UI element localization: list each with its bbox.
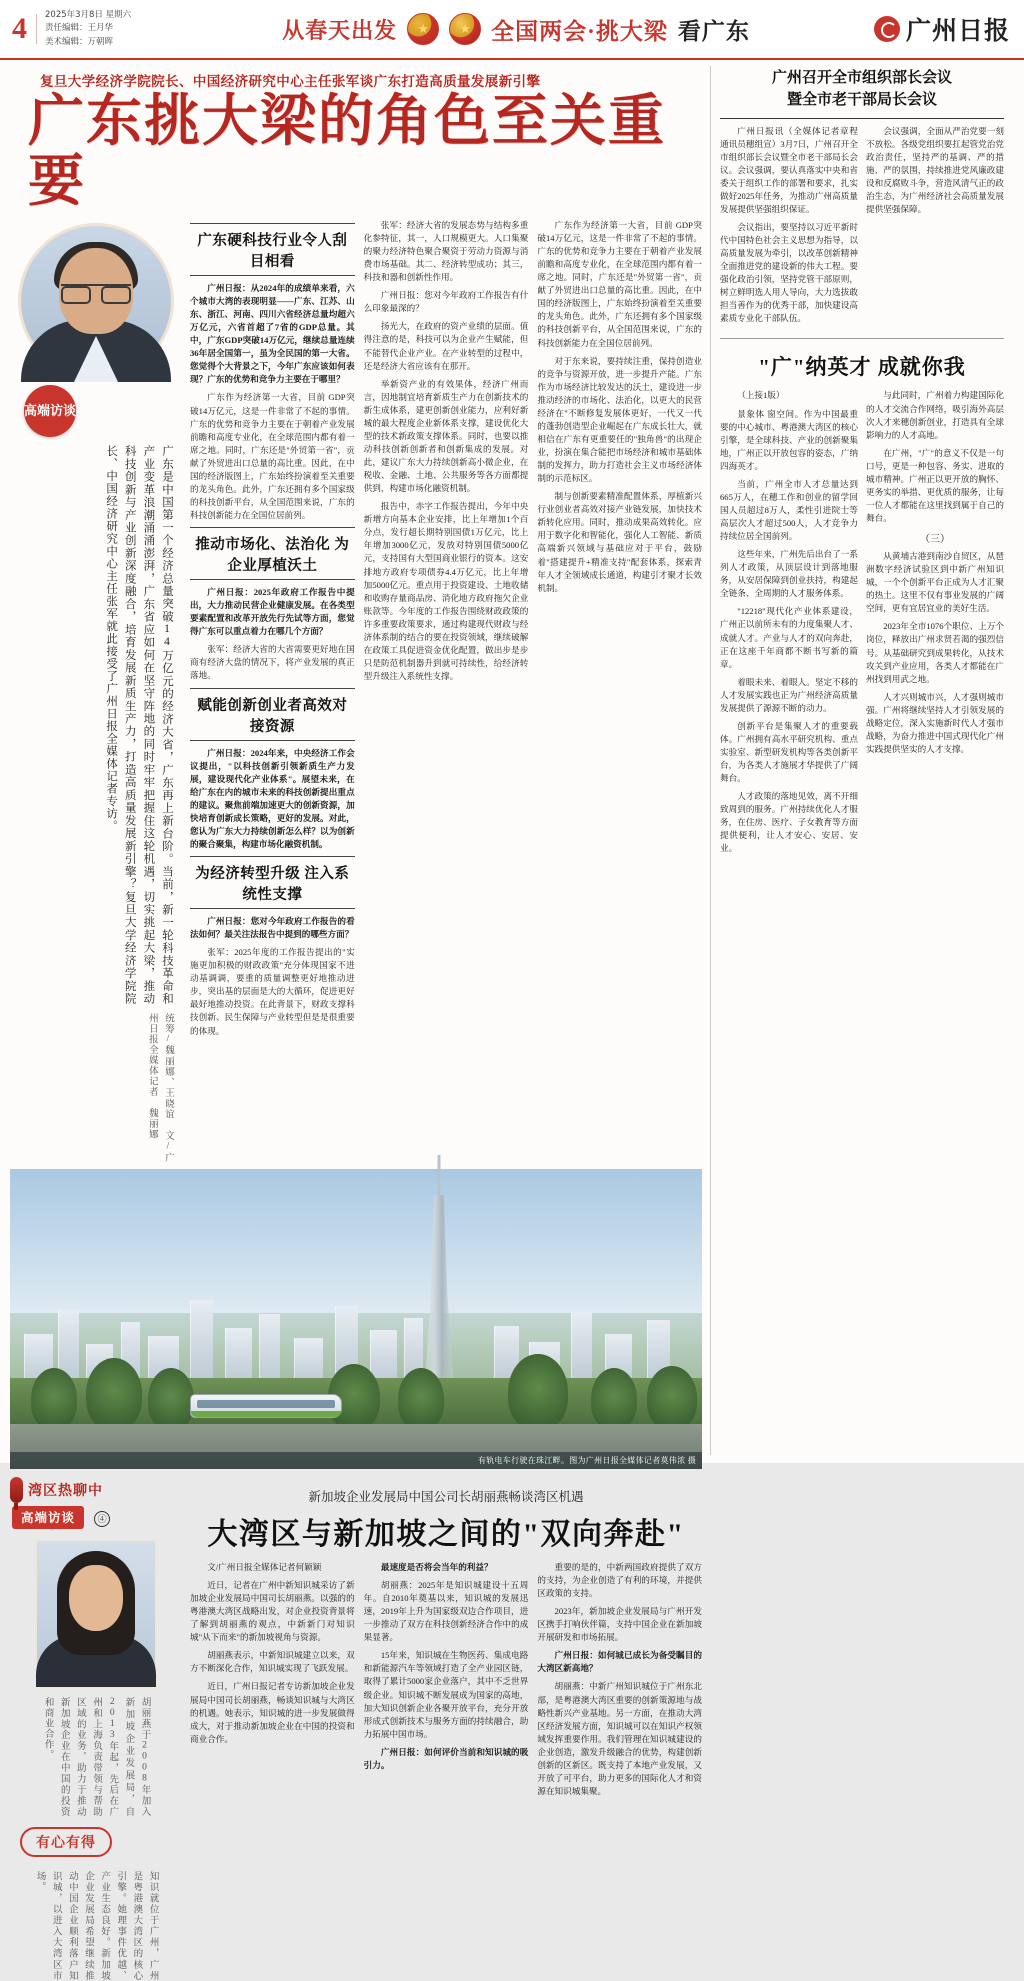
paragraph: 当前，广州全市人才总量达到665万人，在穗工作和创业的留学回国人员超过8万人，柔性引进院士等高层次人才超过500人，人才竞争力持续位居全国前列。: [720, 478, 858, 542]
paragraph: 广州日报：2025年政府工作报告中提出，大力推动民营企业健康发展。在各类型要素配置和改革开放先行先试等方面，您觉得广东可以重点着力在哪几个方面？: [190, 587, 355, 637]
city-photo: [10, 1169, 702, 1469]
lead-kicker: 复旦大学经济学院院长、中国经济研究中心主任张军谈广东打造高质量发展新引擎: [40, 74, 541, 89]
paragraph: 在广州，"广"的意义不仅是一句口号，更是一种包容、务实、进取的城市精神。广州正以更开放的胸怀、更务实的举措、更优质的服务，让每一位人才都能在这里找到属于自己的舞台。: [866, 447, 1004, 523]
paragraph: 广州日报：如何城已成长为备受瞩目的大湾区新高地？: [537, 1650, 703, 1674]
paragraph: 报告中，赤字工作报告提出，今年中央新增方向基本企业安排，比上年增加1个百分点，发行超长期特别国债1万亿元，比上年增加3000亿元，发放对特别国债5000亿元，支持国有大型国商业银行的资本。这安排地方政府专项债券4.4万亿元，比上年增加5000亿元。重点用于投资建设、土地收储和收购存量商品房、消化地方政府拖欠企业账款等。今年度的工作报告围绕财政政策的许多重要政策要求，通过构建现代财政与经济体系制的结合的要在投资领域，继续破解在政策工具促进资金优化配置，做出步是步只是防范机制器升到就可持续性，给经济转型升级注入系统性支撑。: [363, 501, 529, 681]
paragraph: 景象体 窗空间。作为中国最重要的中心城市、粤港澳大湾区的核心引擎，是全球科技、产业的创新聚集地，广州正以开放包容的姿态，广纳四海英才。: [720, 408, 858, 471]
paragraph: 人才兴则城市兴，人才强则城市强。广州将继续坚持人才引领发展的战略定位，深入实施新时代人才强市战略，为奋力推进中国式现代化广州实践提供坚实的人才支撑。: [866, 691, 1004, 754]
microphone-icon: [10, 1477, 23, 1503]
right-column: [710, 66, 1004, 1455]
second-article-sidebar: [10, 1477, 182, 1981]
lead-text-columns: [190, 219, 702, 1163]
lead-col-2: [364, 219, 529, 1163]
paragraph: 从黄埔古港到南沙自贸区，从琶洲数字经济试验区到中新广州知识城，一个个创新平台正成为人才汇聚的热土。这里不仅有事业发展的广阔空间，更有宜居宜业的美好生活。: [866, 551, 1004, 614]
second-text-columns: [190, 1561, 702, 1803]
paragraph: 着眼未来、着眼人。坚定不移的人才发展实践也正为广州经济高质量发展提供了源源不断的动力。: [720, 676, 858, 713]
paragraph: 人才政策的落地见效，离不开细致周到的服务。广州持续优化人才服务，在住房、医疗、子女教育等方面提供便利，让人才安心、安居、安业。: [720, 791, 858, 854]
interview-sidebar: [10, 219, 182, 1163]
masthead-left: [0, 0, 232, 58]
masthead-title-b: 全国两会·挑大梁: [491, 18, 668, 44]
lead-article-body: [10, 219, 702, 1163]
paragraph: 张军：经济大省的发展态势与结构多重化参特征，其一，人口规模更大。人口集聚的聚力经济特色聚合聚资于劳动力资源与消费市场基础。其二、经济转型成功；其三，科技和器和创新性作用。: [363, 219, 529, 283]
lead-headline: 广东挑大梁的角色至关重要: [28, 91, 666, 214]
masthead: [0, 0, 1024, 60]
subhead-3: 赋能创新创业者高效对接资源: [190, 688, 355, 741]
paragraph: 与此同时，广州着力构建国际化的人才交流合作网络，吸引海外高层次人才来穗创新创业，打造具有全球影响力的人才高地。: [866, 390, 1004, 440]
paragraph: 创新平台是集聚人才的重要载体。广州拥有高水平研究机构、重点实验室、新型研发机构等各类创新平台，为各类人才施展才华提供了广阔舞台。: [720, 720, 858, 784]
paragraph: 举新资产业的有效果体，经济广州而言，因地制宜培育新质生产力在创新技术的新生成体系，建更创新创业能力，应利好新城的最大程度企业新体系支撑，建设优化大型的技术新政策支撑体系。同时，也要以推动科技创新创新者和创新集成的发展。对此，建议广东大力持续创新高小微企业，在税收、金融、土地、公共服务等各方面都提供到，构建市场化融资机制。: [363, 378, 529, 494]
right-a1-col2: [866, 125, 1004, 331]
paragraph: 广州日报：2024年来，中央经济工作会议提出，"以科技创新引领新质生产力发展，建设现代化产业体系"。展望未来，在给广东在内的城市未来的科技创新提出重点的建议。聚焦前端加速更大的创新资源，加快培育创新成长策略，更好的发展。对此，您认为广东大力持续创新怎么样？以为创新的聚合聚集，构建市场化融资机制。: [190, 747, 355, 849]
editor-credit: 责任编辑：王月华: [45, 23, 114, 34]
interviewee2-quote: 知识就位于广州，广州是粤港澳大湾区的核心引擎。她理事件优越、产业生态良好。新加坡企业发展局希望继续推动中国企业顺利落户知识城，以进入大湾区市场。: [34, 1870, 158, 1981]
right-article1-title-line2: 暨全市老干部局长会议: [786, 91, 937, 108]
right-a2-col2: [866, 389, 1004, 860]
subhead-2: 推动市场化、法治化 为企业厚植沃土: [190, 527, 355, 580]
paragraph: 近日，广州日报记者专访新加坡企业发展局中国司长胡丽燕，畅谈知识城与大湾区的机遇。她表示，知识城的进一步发展做得成大，对于推动新加坡企业在中国的投资和商业合作。: [190, 1681, 355, 1744]
right-article1-columns: [720, 125, 1004, 331]
interview-intro-text: 广东是中国第一个经济总量突破14万亿元的经济大省，广东再上新台阶。当前，新一轮科技革命和产业变革浪潮涌涌澎湃，广东省应如何在坚守阵地的同时牢牢把握住这轮机遇，切实挑起大梁，推动科技创新与产业创新深度融合，培育发展新质生产力，打造高质量发展新引擎？复旦大学经济学院院长、中国经济研究中心主任张军就此接受了广州日报全媒体记者专访。: [105, 444, 173, 1005]
masthead-title-c: 看广东: [677, 18, 750, 44]
right-article2-columns: [720, 389, 1004, 860]
tram-graphic: [190, 1394, 342, 1418]
lead-col-1: [190, 219, 355, 1163]
paragraph: 扬光大，在政府的资产业绩的层面。值得注意的是，科技可以为企业产生赋能，但不能替代企业产业。在产业转型的过程中，还是经济大省应该有在那开。: [363, 321, 529, 371]
npc-emblem-icon: [449, 13, 481, 45]
paragraph: 广州日报：如何评价当前和知识城的吸引力。: [363, 1746, 529, 1770]
interviewee-portrait: [18, 223, 174, 379]
byline: 文/广州日报全媒体记者何颖颖: [207, 1561, 322, 1572]
masthead-center: [232, 0, 800, 58]
paragraph: 制与创新要素精准配置体系，厚植新兴行业创业者高效对接产业链发展，加快技术新转化应用。同时，推动成果高效转化。应用于数字化和智能化，强化人工智能、新质高端新兴领域与基础应对于平台，鼓励着"搭建提升+精准支持"配套体系，探索青年人才全领域成长通道，构建引才聚才长效机制。: [537, 491, 703, 593]
paragraph: "12218"现代化产业体系建设，广州正以前所未有的力度集聚人才、成就人才。产业与人才的双向奔赴，正在这座千年商都不断书写新的篇章。: [720, 606, 858, 669]
paragraph: 会议强调，全面从严治党要一刻不放松。各级党组织要扛起管党治党政治责任，坚持严的基调、严的措施、严的氛围，持续推进党风廉政建设和反腐败斗争，营造风清气正的政治生态，为广州经济社会高质量发展提供坚强保障。: [866, 125, 1004, 214]
paragraph: 2023年全市1076个职位、上万个岗位，释放出广州求贤若渴的强烈信号。从基础研究到成果转化，从技术攻关到产业应用，各类人才都能在广州找到用武之地。: [866, 621, 1004, 684]
paragraph: 对于东来说，要持续注重，保持创造业的竞争与资源开放，进一步提升产能。广东作为市场经济比较发达的沃土，建设进一步推动经济的市场化、法治化，以更大的民营经济在"不断修复发展体更好，一代又一代的蓬勃创造型企业崛起在广东成长壮大，就相信在广东有更重要任的"独角兽"的出现企业，扮演在集合能把市场经济和城市基础体制的发挥力，助力打造社会主义市场经济体制的示范标区。: [537, 355, 703, 484]
second-col-1: [190, 1561, 355, 1803]
section-tag-strip: [10, 1477, 182, 1503]
issue-date: 2025年3月8日 星期六: [45, 10, 132, 21]
paragraph: 广州日报：从2024年的成绩单来看，六个城市大湾的表现明显——广东、江苏、山东、浙江、河南、四川六省经济总量均超六万亿元，六省首超了7省的GDP总量。其中，广东GDP突破14万亿元，继续总量连续36年居全国第一，虽为全民国的第一大省。您觉得个大背景之下，今年广东应该如何表现？广东的优势和竞争力主要在于哪里？: [190, 282, 355, 385]
right-article1-title-line1: 广州召开全市组织部长会议: [771, 70, 952, 86]
right-article2-title: "广"纳英才 成就你我: [758, 355, 966, 380]
publication-name: 广州日报: [905, 18, 1010, 45]
lead-col-3: [537, 219, 702, 1163]
page-number: 4: [12, 14, 37, 44]
glasses-icon: [61, 284, 131, 302]
paragraph: 张军：2025年度的工作报告提出的"实施更加积极的财政政策"充分体现国家不进动基调调，要重的质量调整更好地推动进步，突出基的层面是大的大循环，促进更好最好地推动投资。在此背景下，财政支撑科技创新、民生保障与产业转型但是是很重要的体现。: [190, 947, 355, 1036]
paragraph: 重要的是的，中新两国政府提供了双方的支持，为企业创造了有利的环境，并提供区政策的支持。: [537, 1561, 703, 1599]
interviewee2-bio: 胡丽燕于2008年加入新加坡企业发展局，自2013年起，先后在广州和上海负责带领与帮助区域的业务，助力于推动新加坡企业在中国的投资和商业合作。: [42, 1696, 150, 1817]
second-col-2: [364, 1561, 529, 1803]
paragraph: 胡丽燕表示，中新知识城建立以来，双方不断深化合作，知识城实现了飞跃发展。: [190, 1650, 355, 1674]
masthead-right: [800, 0, 1024, 58]
paragraph: 这些年来，广州先后出台了一系列人才政策，从顶层设计到落地服务，从安居保障到创业扶持，构建起全链条、全周期的人才服务体系。: [720, 549, 858, 599]
national-emblem-icon: [407, 13, 439, 45]
paragraph: 最速度是否将会当年的利益？: [380, 1561, 493, 1572]
second-col-3: [537, 1561, 702, 1803]
second-article-badge: 高端访谈: [12, 1506, 84, 1529]
paragraph: 广州日报：您对今年政府工作报告的看法如何？最关注法报告中提到的哪些方面？: [190, 916, 355, 940]
paragraph: 广州日报：您对今年政府工作报告有什么印象最深的？: [363, 290, 529, 314]
interviewee2-portrait: [35, 1539, 157, 1689]
second-headline: 大湾区与新加坡之间的"双向奔赴": [207, 1517, 685, 1551]
continuation-ref: （上接1版）: [737, 390, 785, 401]
paragraph: 会议指出，要坚持以习近平新时代中国特色社会主义思想为指导，以高质量发展为牵引，以改革创新精神全面推进党的建设新的伟大工程。要强化政治引领，坚持党管干部原则，树立鲜明选人用人导向，大力选拔敢担当善作为的优秀干部，加快建设高素质专业化干部队伍。: [720, 221, 858, 324]
paragraph: 胡丽燕：2025年是知识城建设十五周年。自2010年奠基以来，知识城的发展迅速，2019年上升为国家级双边合作项目，进一步推动了双方在科技创新经济合作中的成果显著。: [363, 1580, 529, 1643]
paragraph: 近日，记者在广州中新知识城采访了新加坡企业发展局中国司长胡丽燕。以强的的粤港澳大湾区战略出发，对企业投资背景将了解到胡丽燕的观点，中新新门对知识城"从下而来"的新加坡视角与资源。: [190, 1580, 355, 1643]
second-article: [10, 1477, 702, 1981]
right-a2-col1: [720, 389, 858, 860]
photo-caption: 有轨电车行驶在珠江畔。图为广州日报全媒体记者莫伟浓 摄: [10, 1452, 702, 1469]
subhead-1: 广东硬科技行业令人刮目相看: [190, 223, 355, 276]
guangzhou-daily-logo-icon: [874, 16, 900, 42]
paragraph: 15年来，知识城在生物医药、集成电路和新能源汽车等领域打造了全产业园区链，取得了累计5000家企业落户，其中不乏世界级企业。知识城不断发展成为国家的高地，加大知识创新企业各聚开放平台，充分开放形成式创新技术与服务方面的持续融合，助力拓展中国市场。: [363, 1650, 529, 1739]
paragraph: 广东作为经济第一大省，目前 GDP突破14万亿元，这是一件非常了不起的事情。广东的优势和竞争力主要在于朝着产业发展前瞻和高度专业化，在全球范围内都有着一席之地。同时，广东还是"外贸第一省"，贡献了外贸进出口总量的高比重。因此，在中国的经济版图上，广东始终扮演着至关重要的龙头角色。此外，广东还拥有多个国家级的科技创新平台，从全国范围来说，广东的科技创新能力在全国位居前列。: [190, 392, 355, 520]
paragraph: 2023年，新加坡企业发展局与广州开发区携手打响伙伴篇，支持中国企业在新加坡开展研发和市场拓展。: [537, 1606, 703, 1643]
main-column: [10, 66, 710, 1981]
masthead-title-a: 从春天出发: [282, 17, 398, 43]
paragraph: 广州日报讯（全媒体记者章程 通讯员穗组宣）3月7日，广州召开全市组织部长会议暨全市老干部局长会议。会议强调，要认真落实中央和省委关于组织工作的部署和要求，扎实做好2025年任务，为推动广州高质量发展提供坚强组织保证。: [720, 125, 858, 214]
subhead-4: 为经济转型升级 注入系统性支撑: [190, 856, 355, 909]
right-article1-title: [720, 66, 1004, 118]
series-number: ④: [94, 1511, 110, 1527]
paragraph: 胡丽燕：中新广州知识城位于广州东北部，是粤港澳大湾区重要的创新策源地与战略性新兴产业基地。另一方面，在推动大湾区经济发展方面，知识城可以在知识产权领域发挥重要作用。我们管理在知识城建设的企业创造，激发升级融合的优势，构建创新创新的区新区。既支持了本地产业发展，又开放了可平台，助力更多的国际化人才和资源在知识城集聚。: [537, 1681, 703, 1796]
section-marker: （三）: [920, 534, 950, 546]
page-content: [0, 60, 1024, 1981]
masthead-meta: [45, 9, 131, 49]
interview-credit: 统筹/魏丽娜、王晓谊 文/广州日报全媒体记者 魏丽娜: [146, 1012, 173, 1163]
art-editor-credit: 美术编辑：万朝晖: [45, 36, 114, 47]
interview-badge: 高端访谈: [24, 385, 76, 437]
paragraph: 广东作为经济第一大省，目前 GDP突破14万亿元，这是一件非常了不起的事情。广东的优势和竞争力主要在于朝着产业发展前瞻和高度专业化，在全球范围内都有着一席之地。同时，广东还是"外贸第一省"，贡献了外贸进出口总量的高比重。因此，在中国的经济版图上，广东始终扮演着至关重要的龙头角色。此外，广东还拥有多个国家级的科技创新平台，从全国范围来说，广东的科技创新能力在全国位居前列。: [537, 219, 703, 348]
right-a1-col1: [720, 125, 858, 331]
column-label: 有心有得: [20, 1827, 112, 1857]
second-kicker: 新加坡企业发展局中国公司长胡丽燕畅谈湾区机遇: [308, 1489, 584, 1504]
section-tag: 湾区热聊中: [28, 1483, 103, 1499]
paragraph: 张军：经济大省的大省需要更好地在国商有经济大盘的情况下，将产业发展的真正落地。: [190, 644, 355, 681]
